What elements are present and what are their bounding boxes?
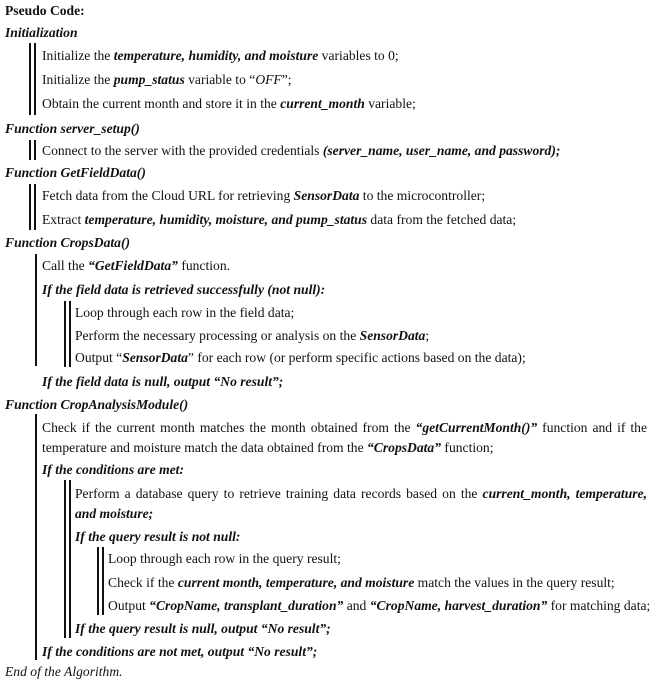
code-line: Check if the current month matches the month obtained from the “getCurrentMonth()” function and if the temperature and moisture match the data obtained from the “CropsData” function; <box>42 420 647 455</box>
block-bar-outer <box>29 43 31 115</box>
block-bar-inner <box>69 301 71 367</box>
block-bar-outer <box>29 184 31 230</box>
code-line: Perform a database query to retrieve training data records based on the current_month, temperature, and moisture; <box>75 486 647 521</box>
condition-title: If the conditions are met: <box>42 462 184 477</box>
condition-title: If the query result is null, output “No result”; <box>75 621 331 636</box>
block-bar-inner <box>34 43 36 115</box>
code-line: Loop through each row in the field data; <box>75 305 295 320</box>
function-title-crops-data: Function CropsData() <box>5 235 131 250</box>
block-bar-outer <box>64 301 66 367</box>
function-title-crop-analysis-module: Function CropAnalysisModule() <box>5 397 189 412</box>
document-heading: Pseudo Code: <box>5 3 85 18</box>
end-of-algorithm: End of the Algorithm. <box>5 664 123 679</box>
code-line: Check if the current month, temperature, and moisture match the values in the query result; <box>108 575 615 590</box>
block-bar-inner <box>102 547 104 615</box>
code-line: Perform the necessary processing or analysis on the SensorData; <box>75 328 430 343</box>
condition-title: If the conditions are not met, output “No result”; <box>42 644 318 659</box>
code-line: Obtain the current month and store it in the current_month variable; <box>42 96 416 111</box>
block-bar-inner <box>34 184 36 230</box>
function-title-get-field-data: Function GetFieldData() <box>5 165 146 180</box>
code-line: Output “CropName, transplant_duration” and “CropName, harvest_duration” for matching data; <box>108 598 651 613</box>
block-bar-outer <box>29 140 31 160</box>
code-line: Connect to the server with the provided credentials (server_name, user_name, and password); <box>42 143 561 158</box>
condition-title: If the field data is null, output “No result”; <box>42 374 284 389</box>
function-title-server-setup: Function server_setup() <box>5 121 140 136</box>
block-bar-outer <box>64 480 66 638</box>
block-bar-inner <box>69 480 71 638</box>
code-line: Initialize the pump_status variable to “OFF”; <box>42 72 292 87</box>
section-title-initialization: Initialization <box>5 25 78 40</box>
condition-title: If the query result is not null: <box>75 529 241 544</box>
block-bar-inner <box>34 140 36 160</box>
code-line: Initialize the temperature, humidity, and moisture variables to 0; <box>42 48 399 63</box>
code-line: Extract temperature, humidity, moisture, and pump_status data from the fetched data; <box>42 212 517 227</box>
code-line: Call the “GetFieldData” function. <box>42 258 231 273</box>
code-line: Output “SensorData” for each row (or perform specific actions based on the data); <box>75 350 526 365</box>
condition-title: If the field data is retrieved successfully (not null): <box>42 282 326 297</box>
block-bar-outer <box>97 547 99 615</box>
block-bar <box>35 414 37 660</box>
code-line: Fetch data from the Cloud URL for retrieving SensorData to the microcontroller; <box>42 188 486 203</box>
code-line: Loop through each row in the query result; <box>108 551 341 566</box>
block-bar <box>35 254 37 366</box>
